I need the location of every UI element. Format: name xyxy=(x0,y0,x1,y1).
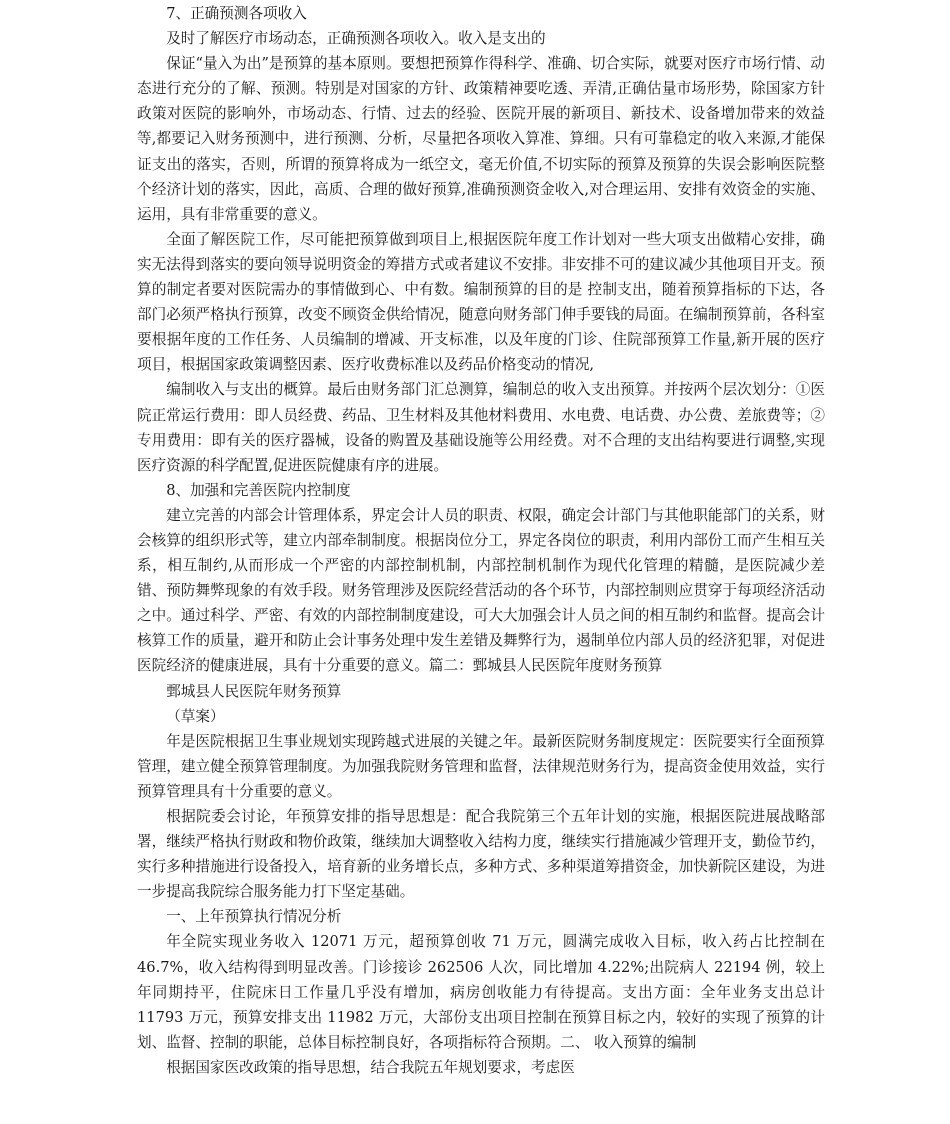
paragraph: 根据院委会讨论，年预算安排的指导思想是：配合我院第三个五年计划的实施，根据医院进展战略部署，继续严格执行财政和物价政策，继续加大调整收入结构力度，继续实行措施减少管理开支，勤俭节约，实行多种措施进行设备投入，培育新的业务增长点，多种方式、多种渠道筹措资金，加快新院区建设，为进一步提高我院综合服务能力打下坚定基础。 xyxy=(137,808,825,901)
document-body xyxy=(137,1,825,1080)
paragraph: 保证“量入为出”是预算的基本原则。要想把预算作得科学、准确、切合实际，就要对医疗市场行情、动态进行充分的了解、预测。特别是对国家的方针、政策精神要吃透、弄清,正确估量市场形势，除国家方针政策对医院的影响外，市场动态、行情、过去的经验、医院开展的新项目、新技术、设备增加带来的效益等,都要记入财务预测中，进行预测、分析，尽量把各项收入算准、算细。只有可靠稳定的收入来源,才能保证支出的落实，否则，所谓的预算将成为一纸空文，毫无价值,不切实际的预算及预算的失误会影响医院整个经济计划的落实，因此，高质、合理的做好预算,准确预测资金收入,对合理运用、安排有效资金的实施、运用，具有非常重要的意义。 xyxy=(137,55,825,223)
document-title: 鄄城县人民医院年财务预算 xyxy=(166,682,342,700)
document-subtitle: （草案） xyxy=(166,707,225,725)
paragraph: 编制收入与支出的概算。最后由财务部门汇总测算，编制总的收入支出预算。并按两个层次划分：①医院正常运行费用：即人员经费、药品、卫生材料及其他材料费用、水电费、电话费、办公费、差旅费等；②专用费用：即有关的医疗器械，设备的购置及基础设施等公用经费。对不合理的支出结构要进行调整,实现医疗资源的科学配置,促进医院健康有序的进展。 xyxy=(137,381,825,474)
paragraph: 年全院实现业务收入 12071 万元，超预算创收 71 万元，圆满完成收入目标，收入药占比控制在 46.7%，收入结构得到明显改善。门诊接诊 262506 人次，同比增加 4.22%;出院病人 22194 例，较上年同期持平，住院床日工作量几乎没有增加，病房创收能力有待提高。支出方面：全年业务支出总计 11793 万元，预算安排支出 11982 万元，大部份支出项目控制在预算目标之内，较好的实现了预算的计划、监督、控制的职能，总体目标控制良好，各项指标符合预期。二、 收入预算的编制 xyxy=(137,933,825,1051)
section-heading-7: 7、正确预测各项收入 xyxy=(166,5,307,22)
paragraph: 年是医院根据卫生事业规划实现跨越式进展的关键之年。最新医院财务制度规定：医院要实行全面预算管理，建立健全预算管理制度。为加强我院财务管理和监督，法律规范财务行为，提高资金使用效益，实行预算管理具有十分重要的意义。 xyxy=(137,732,825,800)
paragraph: 根据国家医改政策的指导思想，结合我院五年规划要求，考虑医 xyxy=(166,1058,575,1076)
paragraph: 及时了解医疗市场动态，正确预测各项收入。收入是支出的 xyxy=(166,30,546,48)
paragraph: 全面了解医院工作，尽可能把预算做到项目上,根据医院年度工作计划对一些大项支出做精心安排，确实无法得到落实的要向领导说明资金的筹措方式或者建议不安排。非安排不可的建议减少其他项目开支。预算的制定者要对医院需办的事情做到心、中有数。编制预算的目的是 控制支出，随着预算指标的下达，各部门必须严格执行预算，改变不顾资金供给情况，随意向财务部门伸手要钱的局面。在编制预算前，各科室要根据年度的工作任务、人员编制的增减、开支标准，以及年度的门诊、住院部预算工作量,新开展的医疗项目，根据国家政策调整因素、医疗收费标准以及药品价格变动的情况, xyxy=(137,230,825,374)
section-heading-1: 一、上年预算执行情况分析 xyxy=(166,908,342,926)
paragraph: 建立完善的内部会计管理体系，界定会计人员的职责、权限，确定会计部门与其他职能部门的关系，财会核算的组织形式等，建立内部牵制制度。根据岗位分工，界定各岗位的职责，利用内部份工而产生相互关系，相互制约,从而形成一个严密的内部控制机制，内部控制机制作为现代化管理的精髓，是医院减少差错、预防舞弊现象的有效手段。财务管理涉及医院经营活动的各个环节，内部控制则应贯穿于每项经济活动之中。通过科学、严密、有效的内部控制制度建设，可大大加强会计人员之间的相互制约和监督。提高会计核算工作的质量，避开和防止会计事务处理中发生差错及舞弊行为，遏制单位内部人员的经济犯罪，对促进医院经济的健康进展，具有十分重要的意义。篇二：鄄城县人民医院年度财务预算 xyxy=(137,506,825,675)
section-heading-8: 8、加强和完善医院内控制度 xyxy=(166,481,351,499)
